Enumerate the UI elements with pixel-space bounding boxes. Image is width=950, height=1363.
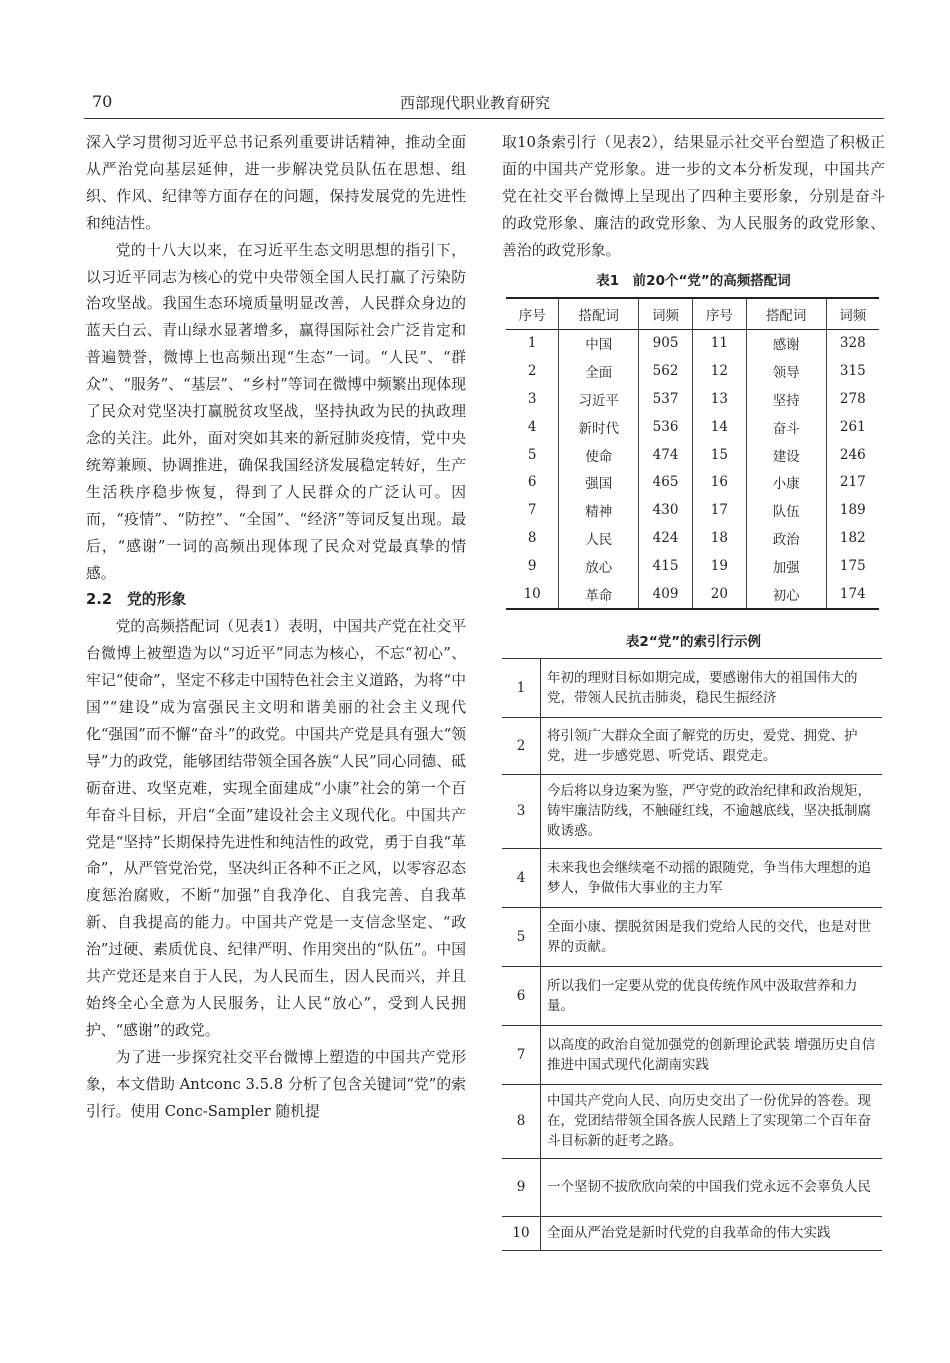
table1-row: [506, 580, 879, 609]
table2-line: 以高度的政治自觉加强党的创新理论武装 增强历史自信推进中国式现代化湖南实践: [541, 1025, 883, 1084]
table1-cell: 424: [639, 524, 693, 552]
table2-index: 3: [502, 774, 541, 848]
table1-row: [506, 469, 879, 497]
table1-header-row: [506, 298, 879, 330]
table1-cell: 16: [692, 469, 746, 497]
table2-row: [502, 1158, 882, 1216]
table1-cell: 队伍: [746, 496, 826, 524]
table1-row: [506, 441, 879, 469]
table1-row: [506, 385, 879, 413]
table2-row: [502, 1084, 882, 1158]
table1-cell: 强国: [559, 469, 639, 497]
table1-header-cell: 搭配词: [746, 298, 826, 330]
journal-title: 西部现代职业教育研究: [399, 94, 550, 112]
table1-cell: 15: [692, 441, 746, 469]
table1-cell: 加强: [746, 552, 826, 580]
table1-cell: 奋斗: [746, 413, 826, 441]
table2-row: [502, 717, 882, 774]
table2-line: 将引领广大群众全面了解党的历史，爱党、拥党、护党，进一步感党恩、听党话、跟党走。: [541, 717, 883, 774]
left-paragraph-4: 为了进一步探究社交平台微博上塑造的中国共产党形象，本文借助 Antconc 3.5.8 分析了包含关键词“党”的索引行。使用 Conc-Sampler 随机提: [86, 1048, 466, 1120]
table1-cell: 261: [839, 418, 866, 435]
table1-cell: 562: [639, 357, 693, 385]
table1-cell: 习近平: [559, 385, 639, 413]
table2-caption: 表2“党”的索引行示例: [625, 633, 762, 650]
table1-row: [506, 357, 879, 385]
table1-cell: 放心: [559, 552, 639, 580]
table1-cell: 全面: [559, 357, 639, 385]
table1-cell: 315: [839, 363, 866, 380]
table2-row: [502, 966, 882, 1025]
table1-cell: 246: [839, 446, 866, 463]
table1-cell: 11: [692, 329, 746, 357]
left-paragraph-2: 党的十八大以来，在习近平生态文明思想的指引下，以习近平同志为核心的党中央带领全国人民打赢了污染防治攻坚战。我国生态环境质量明显改善，人民群众身边的蓝天白云、青山绿水显著增多，赢得国际社会广泛肯定和普遍赞誉，微博上也高频出现“生态”一词。“人民”、“群众”、“服务”、“基层”、“乡村”等词在微博中频繁出现体现了民众对党坚决打赢脱贫攻坚战，坚持执政为民的执政理念的关注。此外，面对突如其来的新冠肺炎疫情，党中央统筹兼顾、协调推进，确保我国经济发展稳定转好，生产生活秩序稳步恢复，得到了人民群众的广泛认可。因而，“疫情”、“防控”、“全国”、“经济”等词反复出现。最后，“感谢”一词的高频出现体现了民众对党最真挚的情感。: [86, 241, 466, 582]
table2-row: [502, 774, 882, 848]
table2-index: 9: [502, 1158, 541, 1216]
table1-cell: 474: [639, 441, 693, 469]
table1-cell: 新时代: [559, 413, 639, 441]
table1-cell: 20: [692, 580, 746, 609]
table1-cell: 217: [839, 474, 866, 491]
table1-cell: 17: [692, 496, 746, 524]
left-paragraph-3: 党的高频搭配词（见表1）表明，中国共产党在社交平台微博上被塑造为以“习近平”同志为核心，不忘“初心”、牢记“使命”，坚定不移走中国特色社会主义道路，为将“中国”“建设”成为富强民主文明和谐美丽的社会主义现代化“强国”而不懈“奋斗”的政党。中国共产党是具有强大“领导”力的政党，能够团结带领全国各族“人民”同心同德、砥砺奋进、攻坚克难，实现全面建成“小康”社会的第一个百年奋斗目标，开启“全面”建设社会主义现代化。中国共产党是“坚持”长期保持先进性和纯洁性的政党，勇于自我“革命”，从严管党治党，坚决纠正各种不正之风，以零容忍态度惩治腐败，不断“加强”自我净化、自我完善、自我革新、自我提高的能力。中国共产党是一支信念坚定、“政治”过硬、素质优良、纪律严明、作用突出的“队伍”。中国共产党还是来自于人民，为人民而生，因人民而兴，并且始终全心全意为人民服务，让人民“放心”，受到人民拥护、“感谢”的政党。: [86, 618, 466, 1039]
table2-line: 所以我们一定要从党的优良传统作风中汲取营养和力量。: [541, 966, 883, 1025]
table1-cell: 409: [639, 580, 693, 609]
table2-line: 中国共产党向人民、向历史交出了一份优异的答卷。现在，党团结带领全国各族人民踏上了实现第二个百年奋斗目标新的赶考之路。: [541, 1084, 883, 1158]
section-heading: 2.2 党的形象: [86, 591, 187, 609]
table1-cell: 9: [506, 552, 559, 580]
table1-cell: 使命: [559, 441, 639, 469]
table1-cell: 5: [506, 441, 559, 469]
table1-cell: 18: [692, 524, 746, 552]
table2-row: [502, 658, 882, 717]
concordance-table: [502, 658, 882, 1251]
table1-caption: 表1 前20个“党”的高频搭配词: [596, 272, 791, 289]
header-rule: [84, 118, 884, 119]
table1-cell: 8: [506, 524, 559, 552]
table2-index: 8: [502, 1084, 541, 1158]
table1-row: [506, 496, 879, 524]
table1-cell: 278: [839, 391, 866, 408]
table1-cell: 12: [692, 357, 746, 385]
table1-header-cell: 词频: [826, 298, 879, 330]
collocation-table: [506, 297, 879, 610]
table2-line: 年初的理财目标如期完成，要感谢伟大的祖国伟大的党，带领人民抗击肺炎，稳民生振经济: [541, 658, 883, 717]
table1-cell: 13: [692, 385, 746, 413]
table2-index: 6: [502, 966, 541, 1025]
table1-cell: 14: [692, 413, 746, 441]
table1-row: [506, 524, 879, 552]
table1-cell: 1: [506, 329, 559, 357]
table2-index: 4: [502, 848, 541, 907]
table2-index: 10: [502, 1216, 541, 1250]
table1-header-cell: 序号: [692, 298, 746, 330]
table1-cell: 174: [826, 580, 879, 609]
table2-index: 7: [502, 1025, 541, 1084]
table2-line: 今后将以身边案为鉴，严守党的政治纪律和政治规矩，铸牢廉洁防线，不触碰红线，不逾越底线，坚决抵制腐败诱惑。: [541, 774, 883, 848]
table1-cell: 建设: [746, 441, 826, 469]
table1-cell: 189: [839, 502, 866, 519]
right-paragraph-1: 取10条索引行（见表2），结果显示社交平台塑造了积极正面的中国共产党形象。进一步的文本分析发现，中国共产党在社交平台微博上呈现出了四种主要形象，分别是奋斗的政党形象、廉洁的政党形象、为人民服务的政党形象、善治的政党形象。: [502, 134, 885, 259]
table2-row: [502, 907, 882, 966]
table1-cell: 465: [639, 469, 693, 497]
table2-line: 未来我也会继续毫不动摇的跟随党，争当伟大理想的追梦人，争做伟大事业的主力军: [541, 848, 883, 907]
table2-index: 2: [502, 717, 541, 774]
table1-row: [506, 552, 879, 580]
table1-cell: 19: [692, 552, 746, 580]
table1-row: [506, 329, 879, 357]
table1-header-cell: 搭配词: [559, 298, 639, 330]
table1-cell: 小康: [746, 469, 826, 497]
table1-cell: 430: [639, 496, 693, 524]
table2-line: 全面小康、摆脱贫困是我们党给人民的交代，也是对世界的贡献。: [541, 907, 883, 966]
table1-cell: 感谢: [746, 329, 826, 357]
table2-line: 全面从严治党是新时代党的自我革命的伟大实践: [541, 1216, 883, 1250]
table2-index: 5: [502, 907, 541, 966]
table1-header-cell: 词频: [639, 298, 693, 330]
table1-cell: 536: [639, 413, 693, 441]
table1-cell: 初心: [746, 580, 826, 609]
table1-cell: 4: [506, 413, 559, 441]
table1-cell: 革命: [559, 580, 639, 609]
left-paragraph-1: 深入学习贯彻习近平总书记系列重要讲话精神，推动全面从严治党向基层延伸，进一步解决党员队伍在思想、组织、作风、纪律等方面存在的问题，保持发展党的先进性和纯洁性。: [86, 134, 466, 232]
table2-row: [502, 1216, 882, 1250]
table1-row: [506, 413, 879, 441]
table1-cell: 坚持: [746, 385, 826, 413]
table1-cell: 精神: [559, 496, 639, 524]
table1-cell: 537: [639, 385, 693, 413]
table1-cell: 领导: [746, 357, 826, 385]
table1-cell: 328: [839, 335, 866, 352]
table1-cell: 7: [506, 496, 559, 524]
table1-cell: 2: [506, 357, 559, 385]
table2-row: [502, 1025, 882, 1084]
table1-cell: 3: [506, 385, 559, 413]
table1-cell: 182: [839, 530, 866, 546]
table1-cell: 175: [839, 557, 866, 574]
table2-row: [502, 848, 882, 907]
table2-line: 一个坚韧不拔欣欣向荣的中国我们党永远不会辜负人民: [541, 1158, 883, 1216]
table2-index: 1: [502, 658, 541, 717]
left-column: [86, 130, 466, 1126]
table1-cell: 415: [639, 552, 693, 580]
table1-cell: 人民: [559, 524, 639, 552]
table1-header-cell: 序号: [506, 298, 559, 330]
table1-cell: 政治: [746, 524, 826, 552]
table1-cell: 905: [639, 329, 693, 357]
table1-cell: 10: [506, 580, 559, 609]
table1-cell: 6: [506, 469, 559, 497]
table1-cell: 中国: [559, 329, 639, 357]
page-number: 70: [92, 92, 113, 111]
right-column: [502, 130, 885, 1251]
